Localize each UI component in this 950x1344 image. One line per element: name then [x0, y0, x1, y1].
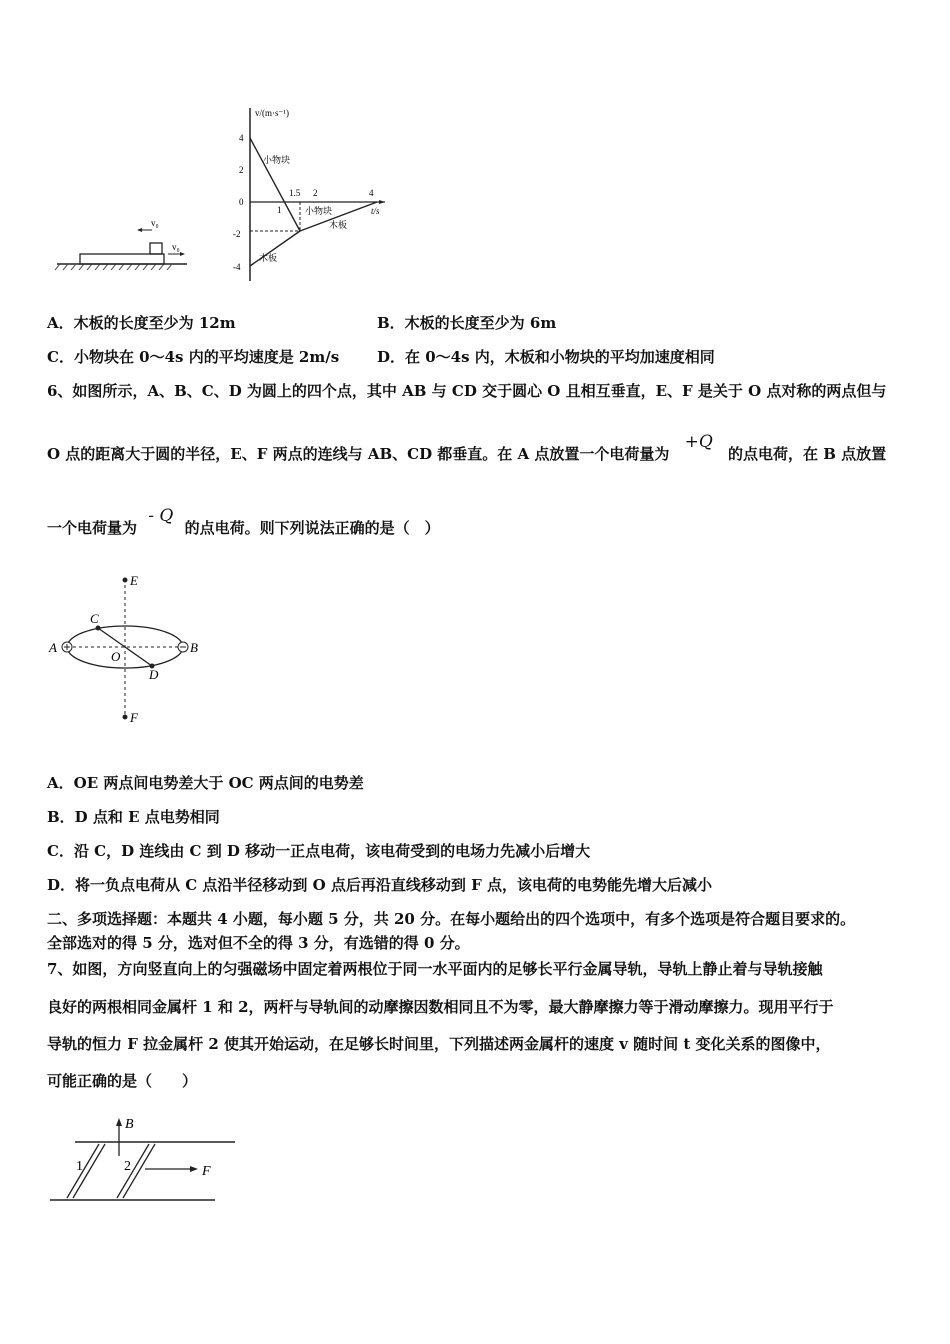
q7-stem-line-4: 可能正确的是（ ） — [47, 1072, 198, 1090]
label-rod-1: 1 — [76, 1159, 83, 1174]
label-c: C — [90, 611, 99, 626]
x-tick: 2 — [313, 188, 318, 198]
q6-stem-line-2a: O 点的距离大于圆的半径，E、F 两点的连线与 AB、CD 都垂直。在 A 点放置一个电荷量为 — [47, 445, 670, 463]
q6-option-a: A．OE 两点间电势差大于 OC 两点间的电势差 — [47, 774, 364, 792]
q6-option-c: C．沿 C，D 连线由 C 到 D 移动一正点电荷，该电荷受到的电场力先减小后增大 — [47, 842, 591, 860]
block-velocity-line — [250, 138, 300, 231]
q6-stem-line-2 — [47, 432, 887, 464]
q6-stem-line-3b: 的点电荷。则下列说法正确的是（ ） — [184, 519, 440, 537]
label-d: D — [149, 667, 159, 682]
block — [150, 243, 162, 254]
rod-2 — [117, 1144, 149, 1198]
section-2-heading-line-2: 全部选对的得 5 分，选对但不全的得 3 分，有选错的得 0 分。 — [47, 934, 470, 952]
q6-stem-line-1: 6、如图所示，A、B、C、D 为圆上的四个点，其中 AB 与 CD 交于圆心 O 且相互垂直，E、F 是关于 O 点对称的两点但与 — [47, 382, 887, 400]
board — [80, 254, 164, 264]
label-o: O — [111, 649, 121, 664]
y-tick: 2 — [239, 165, 244, 175]
block-board-setup-figure — [52, 210, 192, 272]
charge-positive: +Q — [684, 432, 713, 452]
section-2-heading-line-1: 二、多项选择题：本题共 4 小题，每小题 5 分，共 20 分。在每小题给出的四个选项中，有多个选项是符合题目要求的。 — [47, 910, 856, 928]
label-board: 木板 — [259, 253, 278, 263]
label-f: F — [130, 710, 138, 725]
rails-rods-figure — [45, 1108, 245, 1208]
q7-stem-line-3: 导轨的恒力 F 拉金属杆 2 使其开始运动，在足够长时间里，下列描述两金属杆的速度 v 随时间 t 变化关系的图像中， — [47, 1035, 831, 1053]
label-force: F — [202, 1164, 211, 1179]
x-tick: 1 — [277, 205, 282, 215]
q6-option-d: D．将一负点电荷从 C 点沿半径移动到 O 点后再沿直线移动到 F 点，该电荷的电势能先增大后减小 — [47, 876, 712, 894]
label-b: B — [190, 640, 198, 655]
q7-stem-line-1: 7、如图，方向竖直向上的匀强磁场中固定着两根位于同一水平面内的足够长平行金属导轨，导轨上静止着与导轨接触 — [47, 960, 823, 978]
q7-stem-line-2: 良好的两根相同金属杆 1 和 2，两杆与导轨间的动摩擦因数相同且不为零，最大静摩擦力等于滑动摩擦力。现用平行于 — [47, 998, 834, 1016]
y-tick: -2 — [233, 229, 241, 239]
q5-option-a: A．木板的长度至少为 12m — [47, 314, 236, 332]
label-block: 小物块 — [263, 155, 291, 165]
charge-negative: - Q — [148, 506, 174, 526]
y-tick: 0 — [239, 197, 244, 207]
label-b-field: B — [125, 1117, 134, 1132]
y-tick: 4 — [239, 133, 244, 143]
y-axis-label: v/(m·s⁻¹) — [255, 108, 289, 118]
v-block-label: v₀ — [151, 218, 159, 228]
velocity-time-graph — [225, 103, 395, 285]
label-e: E — [130, 573, 138, 588]
label-rod-2: 2 — [124, 1159, 131, 1174]
q6-option-b: B．D 点和 E 点电势相同 — [47, 808, 220, 826]
label-block: 小物块 — [305, 206, 333, 216]
q5-option-d: D．在 0～4s 内，木板和小物块的平均加速度相同 — [377, 348, 715, 366]
x-tick: 4 — [369, 188, 374, 198]
q6-stem-line-3 — [47, 506, 440, 538]
q5-option-c: C．小物块在 0～4s 内的平均速度是 2m/s — [47, 348, 340, 366]
q6-stem-line-2b: 的点电荷，在 B 点放置 — [728, 445, 887, 463]
v-board-label: v₀ — [172, 242, 180, 252]
label-board: 木板 — [329, 220, 348, 230]
rod-1 — [67, 1144, 99, 1198]
label-a: A — [49, 640, 57, 655]
x-axis-label: t/s — [371, 206, 380, 216]
q6-stem-line-3a: 一个电荷量为 — [47, 519, 138, 537]
x-tick: 1.5 — [289, 188, 301, 198]
circle-charges-figure — [45, 567, 215, 732]
q5-option-b: B．木板的长度至少为 6m — [377, 314, 557, 332]
y-tick: -4 — [233, 262, 241, 272]
